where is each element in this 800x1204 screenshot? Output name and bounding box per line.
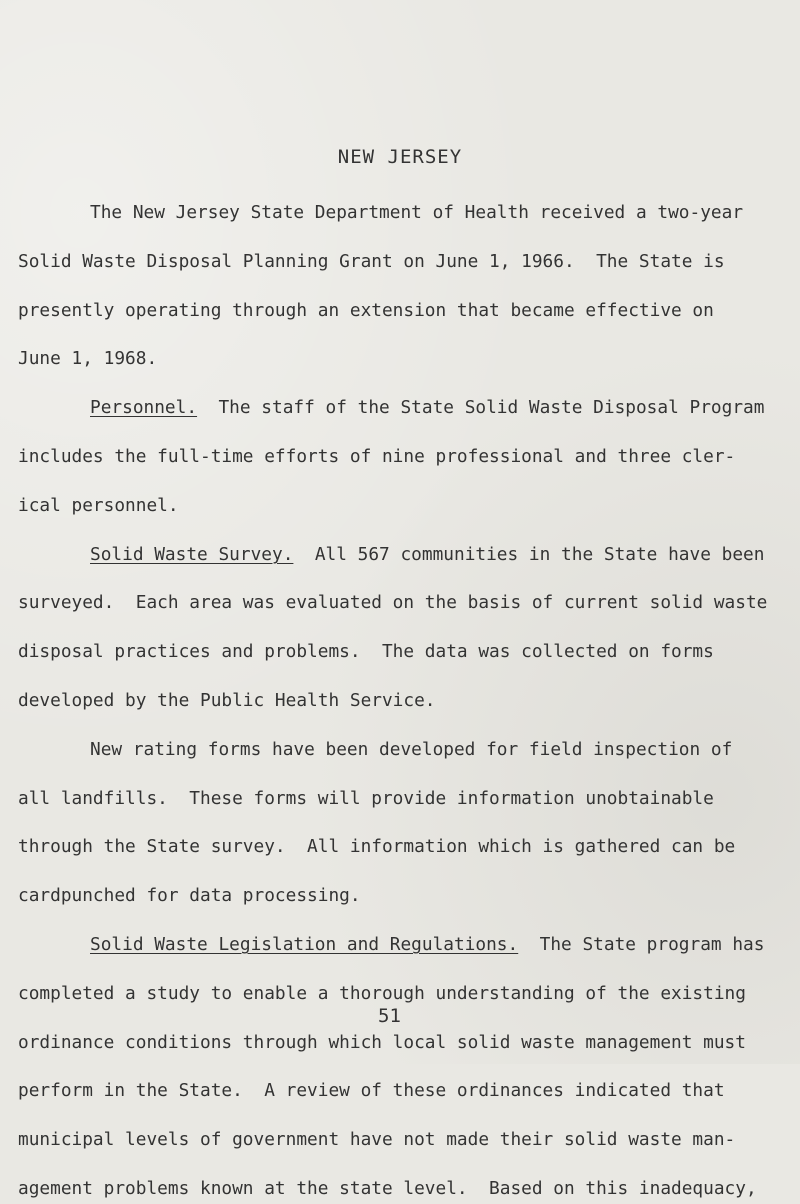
text-line: includes the full-time efforts of nine professional and three cler- <box>18 446 736 467</box>
text-line: through the State survey. All information which is gathered can be <box>18 836 736 857</box>
text-line: Solid Waste Disposal Planning Grant on June 1, 1966. The State is <box>18 251 725 272</box>
text-line: ordinance conditions through which local solid waste management must <box>18 1032 746 1053</box>
text-line <box>90 393 764 423</box>
section-heading-survey: Solid Waste Survey. <box>90 544 294 565</box>
text-line: all landfills. These forms will provide information unobtainable <box>18 788 714 809</box>
text-span: All 567 communities in the State have been <box>293 544 765 565</box>
text-line: June 1, 1968. <box>18 348 158 369</box>
text-line: developed by the Public Health Service. <box>18 690 436 711</box>
text-span: The State program has <box>518 934 765 955</box>
page-title: NEW JERSEY <box>337 146 463 168</box>
text-line: ical personnel. <box>18 495 179 516</box>
text-line: completed a study to enable a thorough understanding of the existing <box>18 983 746 1004</box>
section-heading-personnel: Personnel. <box>90 397 198 418</box>
text-line: cardpunched for data processing. <box>18 885 361 906</box>
text-line: disposal practices and problems. The data was collected on forms <box>18 641 714 662</box>
text-line <box>90 930 764 960</box>
text-line: municipal levels of government have not made their solid waste man- <box>18 1129 736 1150</box>
text-line: presently operating through an extension that became effective on <box>18 300 714 321</box>
text-line <box>90 540 764 570</box>
text-line: agement problems known at the state level. Based on this inadequacy, <box>18 1178 757 1199</box>
text-line: surveyed. Each area was evaluated on the basis of current solid waste <box>18 592 768 613</box>
section-heading-legislation: Solid Waste Legislation and Regulations. <box>90 934 519 955</box>
page-number: 51 <box>378 1005 401 1027</box>
text-span: The staff of the State Solid Waste Disposal Program <box>197 397 765 418</box>
text-line: The New Jersey State Department of Health received a two-year <box>90 202 744 223</box>
text-line: perform in the State. A review of these ordinances indicated that <box>18 1080 725 1101</box>
text-line: New rating forms have been developed for field inspection of <box>90 739 733 760</box>
